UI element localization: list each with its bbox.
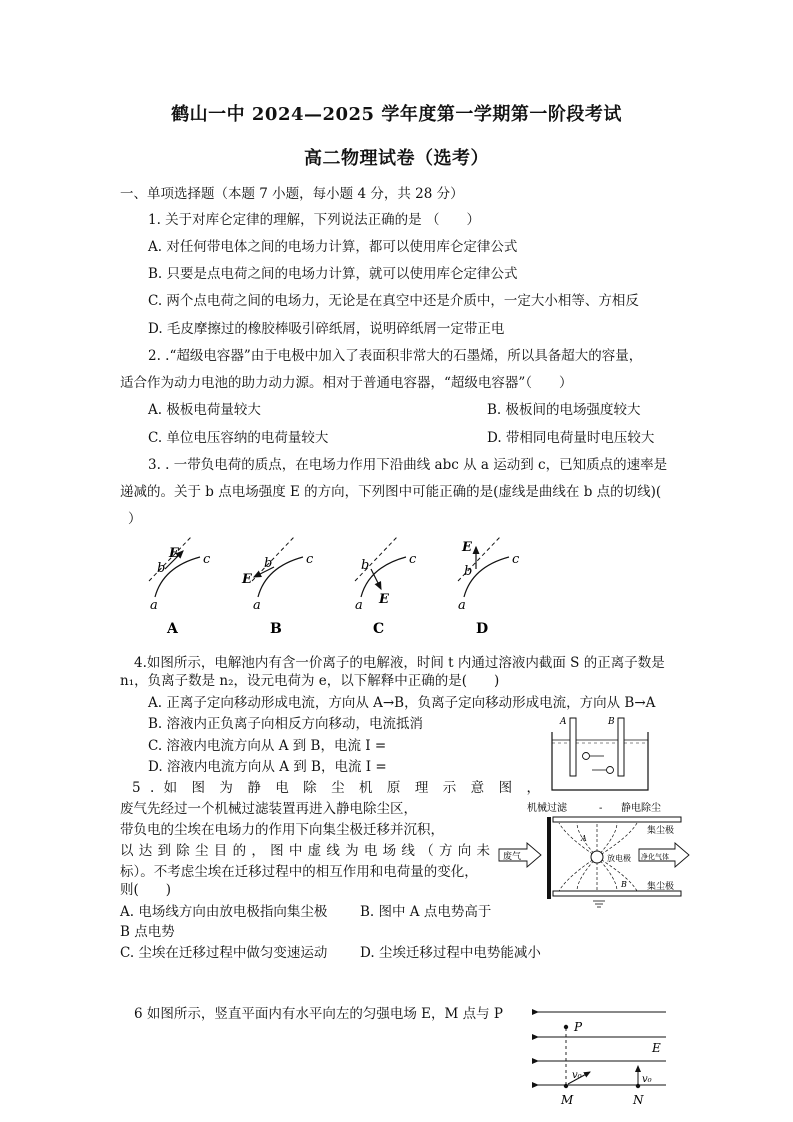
q1-option-a: A. 对任何带电体之间的电场力计算，都可以使用库仑定律公式	[148, 239, 518, 255]
q5-dust-precipitator-figure	[497, 797, 697, 917]
label-electrode-b: B	[608, 717, 615, 727]
label-b: b	[464, 564, 473, 579]
label-electrode: 放电极	[607, 854, 631, 863]
q1-option-b: B. 只要是点电荷之间的电场力计算，就可以使用库仑定律公式	[148, 266, 518, 282]
label-b: b	[157, 561, 166, 576]
q1-option-c: C. 两个点电荷之间的电场力，无论是在真空中还是介质中，一定大小相等、方相反	[148, 293, 639, 309]
point-p	[564, 1025, 568, 1029]
ion	[583, 753, 590, 760]
label-e: E	[379, 592, 389, 607]
label-e: E	[462, 540, 472, 555]
q4-option-a: A. 正离子定向移动形成电流，方向从 A→B，负离子定向移动形成电流，方向从 B→A	[148, 695, 656, 711]
q5-stem-line2: 废气先经过一个机械过滤装置再进入静电除尘区，	[120, 801, 417, 817]
tank	[552, 732, 648, 790]
q3-figure-d	[458, 537, 520, 637]
label-c: c	[512, 552, 520, 567]
label-c: c	[203, 552, 211, 567]
label-a: a	[253, 598, 261, 613]
q5-stem-line4: 以 达 到 除 尘 目 的 ， 图 中 虚 线 为 电 场 线 （ 方 向 未	[120, 843, 490, 859]
label-v0-n: v₀	[642, 1074, 652, 1085]
q2-option-c: C. 单位电压容纳的电荷量较大	[148, 430, 329, 446]
q6-stem: 6 如图所示，竖直平面内有水平向左的匀强电场 E，M 点与 P	[134, 1006, 504, 1022]
label-v0-m: v₀	[572, 1070, 582, 1081]
label-point-a: A	[581, 834, 587, 843]
q4-option-c: C. 溶液内电流方向从 A 到 B，电流 I =	[148, 738, 387, 754]
q5-option-a: A. 电场线方向由放电极指向集尘极	[120, 904, 328, 920]
q5-option-b-cont: B 点电势	[120, 924, 175, 940]
label-collector-top: 集尘极	[647, 826, 675, 836]
q5-stem-line6: 则( )	[120, 882, 172, 898]
q1-option-d: D. 毛皮摩擦过的橡胶棒吸引碎纸屑，说明碎纸屑一定带正电	[148, 321, 505, 337]
q5-stem-line5: 标）。不考虑尘埃在迁移过程中的相互作用和电荷量的变化，	[120, 864, 478, 880]
label-a: a	[458, 598, 466, 613]
q3-figure-c	[355, 537, 417, 637]
q2-option-b: B. 极板间的电场强度较大	[487, 402, 641, 418]
q4-stem-line1: 4.如图所示，电解池内有含一价离子的电解液，时间 t 内通过溶液内截面 S 的正离子数是	[134, 655, 665, 671]
label-e: E	[242, 572, 252, 587]
q4-electrolysis-figure	[548, 712, 654, 794]
electrode-a	[570, 718, 576, 776]
option-label-b: B	[270, 621, 282, 637]
point-n	[636, 1084, 640, 1088]
page-subtitle: 高二物理试卷（选考）	[304, 148, 489, 169]
filter-plate	[547, 817, 551, 899]
q5-stem-line1: 5 . 如 图 为 静 电 除 尘 机 原 理 示 意 图 ，	[132, 780, 540, 796]
electrode-b	[618, 718, 624, 776]
label-filter: 机械过滤	[527, 803, 567, 814]
q5-option-c: C. 尘埃在迁移过程中做匀变速运动	[120, 945, 328, 961]
label-electrode-a: A	[560, 717, 567, 727]
label-e: E	[652, 1041, 661, 1055]
option-label-a: A	[167, 621, 178, 637]
q2-option-d: D. 带相同电荷量时电压较大	[487, 430, 655, 446]
label-a: a	[150, 598, 158, 613]
label-a: a	[355, 598, 363, 613]
q3-figure-a	[149, 537, 211, 637]
q4-stem-line2: n₁，负离子数是 n₂，设元电荷为 e，以下解释中正确的是( )	[120, 673, 500, 689]
label-m: M	[561, 1093, 574, 1107]
label-gas-out: 净化气体	[641, 853, 669, 861]
page-title: 鹤山一中 2024—2025 学年度第一学期第一阶段考试	[171, 104, 622, 125]
q4-option-d: D. 溶液内电流方向从 A 到 B，电流 I =	[148, 759, 387, 775]
q5-option-d: D. 尘埃迁移过程中电势能减小	[360, 945, 541, 961]
collector-plate-top	[553, 817, 681, 822]
q2-stem-line2: 适合作为动力电池的助力动力源。相对于普通电容器，“超级电容器”（ ）	[120, 375, 573, 391]
label-collector-bottom: 集尘极	[647, 882, 675, 892]
q3-figure	[135, 535, 535, 640]
label-p: P	[574, 1020, 583, 1034]
q4-option-b: B. 溶液内正负离子向相反方向移动，电流抵消	[148, 716, 424, 732]
option-label-c: C	[373, 621, 385, 637]
q3-stem-line1: 3. . 一带负电荷的质点，在电场力作用下沿曲线 abc 从 a 运动到 c，已知质点的速率是	[148, 457, 668, 473]
q3-figure-b	[241, 537, 314, 637]
label-zone: 静电除尘	[621, 803, 661, 814]
q2-option-a: A. 极板电荷量较大	[148, 402, 261, 418]
q6-field-figure	[528, 1000, 673, 1120]
label-b: b	[361, 558, 370, 573]
label-n: N	[633, 1093, 644, 1107]
section-heading: 一、单项选择题（本题 7 小题，每小题 4 分，共 28 分）	[120, 186, 464, 202]
label-b: b	[264, 556, 273, 571]
ion	[607, 767, 614, 774]
label-gas-in: 废气	[503, 852, 522, 862]
q5-option-b: B. 图中 A 点电势高于	[360, 904, 492, 920]
label-c: c	[306, 552, 314, 567]
label-c: c	[409, 552, 417, 567]
q3-stem-line3: ）	[128, 511, 142, 527]
q2-stem-line1: 2. .“超级电容器”由于电极中加入了表面积非常大的石墨烯，所以具备超大的容量，	[148, 348, 643, 364]
q3-stem-line2: 递减的。关于 b 点电场强度 E 的方向，下列图中可能正确的是(虚线是曲线在 b 点的切线)(	[120, 484, 662, 500]
q1-stem: 1. 关于对库仑定律的理解，下列说法正确的是 （ ）	[148, 212, 480, 228]
discharge-electrode	[591, 851, 603, 863]
point-m	[564, 1084, 568, 1088]
label-e: E	[169, 546, 179, 561]
label-point-b: B	[621, 880, 627, 889]
label-dash: -	[599, 803, 603, 814]
option-label-d: D	[476, 621, 489, 637]
q5-stem-line3: 带负电的尘埃在电场力的作用下向集尘极迁移并沉积，	[120, 822, 444, 838]
